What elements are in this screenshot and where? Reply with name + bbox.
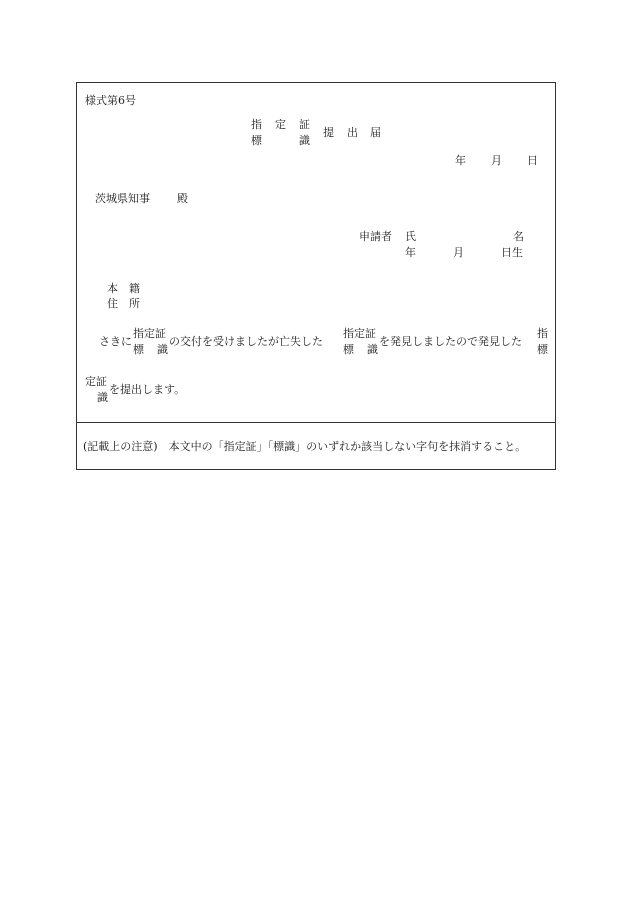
birth-year-label: 年 (405, 246, 416, 259)
date-year-label: 年 (455, 154, 466, 167)
honseki-char: 籍 (129, 282, 140, 295)
choice-top: 指定証 (343, 327, 376, 340)
choice-top: 指定証 (133, 327, 166, 340)
cont-bottom: 識 (97, 391, 108, 404)
title-char: 標 (251, 134, 262, 147)
name-label-start: 氏 (405, 230, 416, 243)
end-top: 指 (537, 327, 548, 340)
title-char: 届 (370, 126, 381, 139)
note: (記載上の注意) 本文中の「指定証」「標識」のいずれか該当しない字句を抹消すること。 (83, 440, 527, 453)
title-char: 指 (251, 118, 262, 131)
choice-bottom-char: 識 (367, 343, 378, 356)
end-bottom: 標 (537, 343, 548, 356)
jusho-char: 住 (107, 297, 118, 310)
form-number: 様式第6号 (85, 94, 136, 107)
title-char: 証 (299, 118, 310, 131)
title-char: 定 (275, 118, 286, 131)
choice-bottom-char: 識 (157, 343, 168, 356)
honseki-char: 本 (107, 282, 118, 295)
body-mid2: を発見しましたので発見した (379, 335, 522, 348)
addressee-honorific: 殿 (177, 192, 188, 205)
choice-bottom-char: 標 (343, 343, 354, 356)
date-day-label: 日 (527, 154, 538, 167)
body-mid1: の交付を受けましたが亡失した (169, 335, 323, 348)
title-char: 識 (299, 134, 310, 147)
body-intro: さきに (99, 335, 132, 348)
jusho-char: 所 (129, 297, 140, 310)
form-frame (76, 82, 556, 470)
body-closing: を提出します。 (109, 383, 186, 396)
date-month-label: 月 (491, 154, 502, 167)
title-char: 提 (323, 126, 334, 139)
name-label-end: 名 (513, 230, 524, 243)
choice-bottom-char: 標 (133, 343, 144, 356)
title-char: 出 (347, 126, 358, 139)
birth-day-label: 日生 (501, 246, 523, 259)
cont-top: 定証 (85, 375, 107, 388)
addressee-name: 茨城県知事 (95, 192, 150, 205)
divider (77, 422, 555, 423)
applicant-label: 申請者 (359, 230, 392, 243)
birth-month-label: 月 (453, 246, 464, 259)
